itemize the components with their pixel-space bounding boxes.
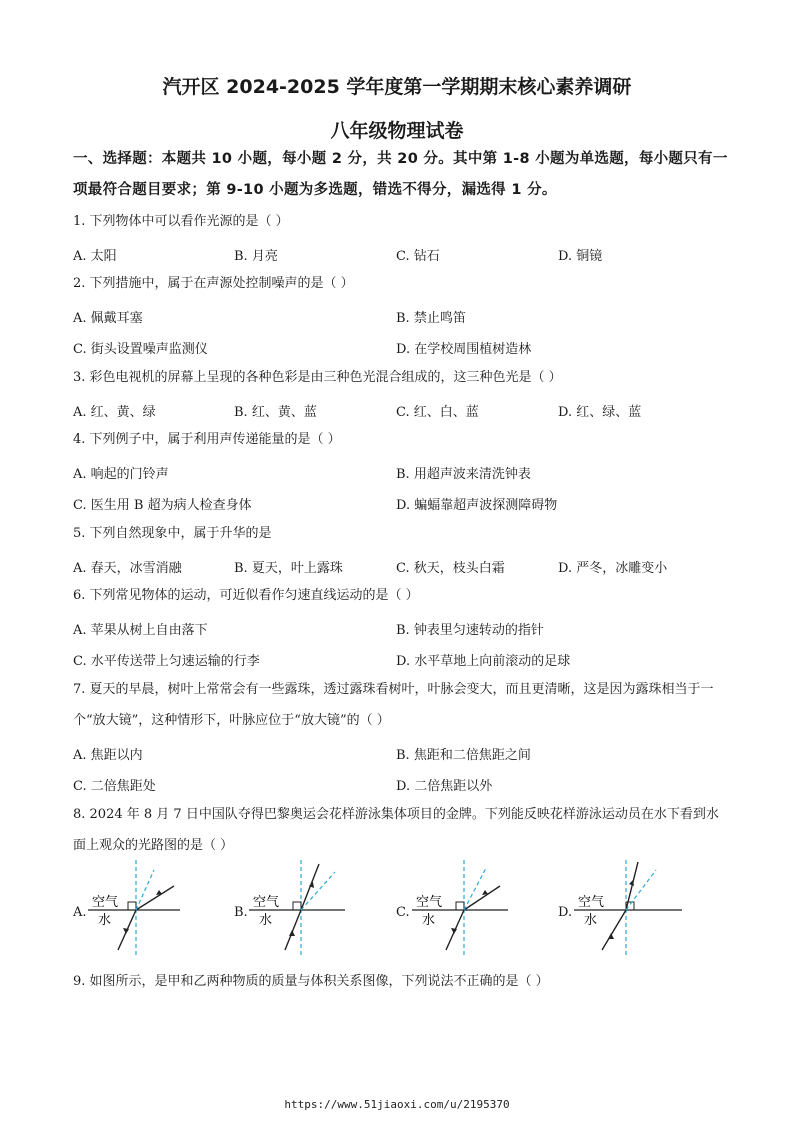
water-label: 水 — [259, 913, 273, 928]
option-b: B. 夏天，叶上露珠 — [234, 561, 343, 576]
air-label: 空气 — [253, 895, 280, 910]
option-c: C. 医生用 B 超为病人检查身体 — [73, 498, 252, 513]
question-stem: 8. 2024 年 8 月 7 日中国队夺得巴黎奥运会花样游泳集体项目的金牌。下列能反映花样游泳运动员在水下看到水面上观众的光路图的是（ ） — [73, 807, 719, 853]
question-stem: 4. 下列例子中，属于利用声传递能量的是（ ） — [73, 432, 341, 447]
question-stem: 9. 如图所示，是甲和乙两种物质的质量与体积关系图像，下列说法不正确的是（ ） — [73, 974, 549, 989]
option-b: B. 钟表里匀速转动的指针 — [396, 623, 544, 638]
option-d: D. — [558, 905, 573, 920]
option-a: A. 苹果从树上自由落下 — [73, 623, 208, 638]
option-a: A. 春天，冰雪消融 — [73, 561, 182, 576]
air-label: 空气 — [416, 895, 443, 910]
refraction-diagram-b — [249, 858, 349, 958]
refraction-diagram-d — [574, 858, 684, 958]
refraction-diagram-c — [412, 858, 512, 958]
option-c: C. 二倍焦距处 — [73, 779, 156, 794]
option-d: D. 蝙蝠靠超声波探测障碍物 — [396, 498, 558, 513]
option-c: C. 秋天，枝头白霜 — [396, 561, 505, 576]
option-c: C. 红、白、蓝 — [396, 405, 479, 420]
option-a: A. 佩戴耳塞 — [73, 311, 143, 326]
exam-subtitle: 八年级物理试卷 — [330, 120, 464, 142]
footer-url: https://www.51jiaoxi.com/u/2195370 — [284, 1098, 510, 1111]
question-stem: 5. 下列自然现象中，属于升华的是 — [73, 526, 272, 541]
option-d: D. 红、绿、蓝 — [558, 405, 642, 420]
option-b: B. 月亮 — [234, 249, 278, 264]
option-a: A. — [73, 905, 87, 920]
option-d: D. 严冬，冰雕变小 — [558, 561, 668, 576]
exam-title: 汽开区 2024-2025 学年度第一学期期末核心素养调研 — [162, 76, 632, 98]
option-a: A. 红、黄、绿 — [73, 405, 156, 420]
water-label: 水 — [422, 913, 436, 928]
option-c: C. 钻石 — [396, 249, 440, 264]
question-stem: 2. 下列措施中，属于在声源处控制噪声的是（ ） — [73, 276, 354, 291]
air-label: 空气 — [578, 895, 605, 910]
option-b: B. 焦距和二倍焦距之间 — [396, 748, 531, 763]
question-stem: 1. 下列物体中可以看作光源的是（ ） — [73, 214, 289, 229]
option-d: D. 铜镜 — [558, 249, 603, 264]
refraction-diagram-a — [88, 858, 188, 958]
section-heading: 一、选择题：本题共 10 小题，每小题 2 分，共 20 分。其中第 1-8 小题为单选题，每小题只有一项最符合题目要求；第 9-10 小题为多选题，错选不得分，漏选得 1 分。 — [73, 151, 728, 198]
option-a: A. 响起的门铃声 — [73, 467, 169, 482]
option-d: D. 二倍焦距以外 — [396, 779, 493, 794]
option-c: C. 街头设置噪声监测仪 — [73, 342, 208, 357]
water-label: 水 — [98, 913, 112, 928]
question-stem: 6. 下列常见物体的运动，可近似看作匀速直线运动的是（ ） — [73, 588, 419, 603]
question-stem: 3. 彩色电视机的屏幕上呈现的各种色彩是由三种色光混合组成的，这三种色光是（ ） — [73, 370, 562, 385]
option-a: A. 焦距以内 — [73, 748, 143, 763]
option-b: B. — [234, 905, 248, 920]
option-b: B. 红、黄、蓝 — [234, 405, 317, 420]
water-label: 水 — [584, 913, 598, 928]
option-a: A. 太阳 — [73, 249, 117, 264]
option-b: B. 用超声波来清洗钟表 — [396, 467, 531, 482]
option-c: C. — [396, 905, 410, 920]
air-label: 空气 — [92, 895, 119, 910]
option-c: C. 水平传送带上匀速运输的行李 — [73, 654, 260, 669]
option-d: D. 在学校周围植树造林 — [396, 342, 532, 357]
question-stem: 7. 夏天的早晨，树叶上常常会有一些露珠，透过露珠看树叶，叶脉会变大，而且更清晰，这是因为露珠相当于一个“放大镜”，这种情形下，叶脉应位于“放大镜”的（ ） — [73, 682, 714, 728]
option-d: D. 水平草地上向前滚动的足球 — [396, 654, 571, 669]
option-b: B. 禁止鸣笛 — [396, 311, 466, 326]
